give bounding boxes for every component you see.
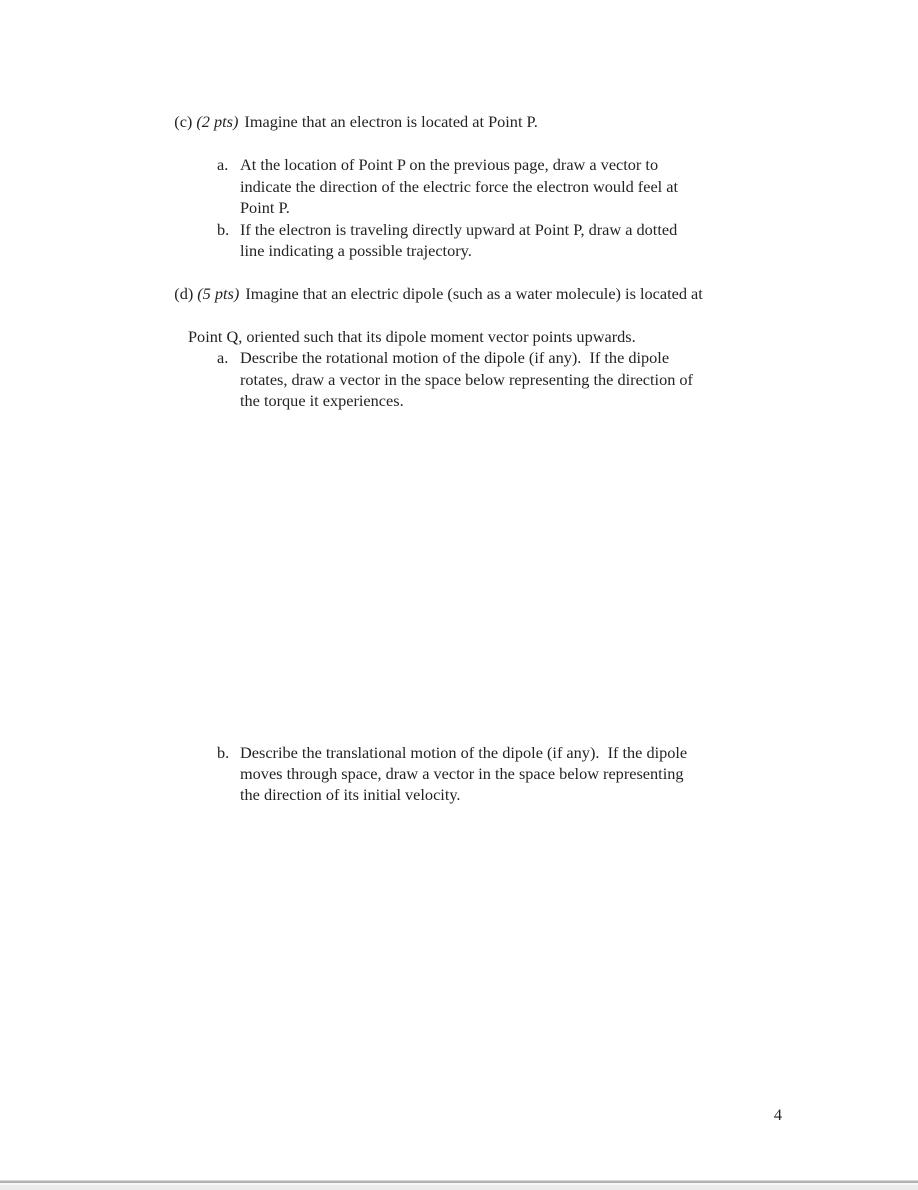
item-d-sub-b-body (240, 742, 818, 806)
item-d-sub-a-body (240, 347, 818, 411)
item-c-sub-b-marker: b. (217, 219, 230, 239)
document-line: rotates, draw a vector in the space below representing the direction of (240, 369, 693, 389)
item-d-sub-b (217, 742, 818, 806)
document-line: line indicating a possible trajectory. (240, 241, 472, 261)
item-c-intro-text: Imagine that an electron is located at Point P. (244, 112, 538, 132)
item-d-heading (158, 262, 818, 326)
item-c-points: (2 pts) (196, 112, 239, 132)
page-number: 4 (773, 1105, 783, 1124)
item-c-sub-a-body (240, 154, 818, 218)
document-line: indicate the direction of the electric force the electron would feel at (240, 176, 679, 196)
item-c-heading (158, 90, 818, 154)
item-c-sub-b-body (240, 219, 818, 262)
document-line: If the electron is traveling directly upward at Point P, draw a dotted (240, 219, 678, 239)
page-break-bar (0, 1180, 918, 1190)
next-page-edge (0, 1185, 918, 1190)
document-line: Point P. (240, 198, 290, 218)
document-line: the torque it experiences. (240, 391, 404, 411)
item-d-intro-text: Imagine that an electric dipole (such as a water molecule) is located at (245, 283, 703, 303)
item-d-points: (5 pts) (197, 283, 240, 303)
document-line: At the location of Point P on the previous page, draw a vector to (240, 155, 659, 175)
document-line: Describe the translational motion of the dipole (if any). If the dipole (240, 742, 688, 762)
item-d-intro-continuation: Point Q, oriented such that its dipole moment vector points upwards. (188, 326, 636, 346)
item-d-sub-b-marker: b. (217, 742, 230, 762)
document-page (158, 90, 818, 806)
item-d-sub-a-marker: a. (217, 348, 229, 368)
document-line: the direction of its initial velocity. (240, 785, 461, 805)
item-d-sub-a (217, 347, 818, 411)
item-c-sub-a-marker: a. (217, 155, 229, 175)
document-line: moves through space, draw a vector in the space below representing (240, 764, 684, 783)
item-c-marker: (c) (174, 112, 193, 132)
item-d-marker: (d) (174, 283, 194, 303)
drawing-space-torque (158, 412, 818, 742)
item-c-sub-a (217, 154, 818, 218)
item-c-sub-b (217, 219, 818, 262)
document-line: Describe the rotational motion of the dipole (if any). If the dipole (240, 348, 670, 368)
